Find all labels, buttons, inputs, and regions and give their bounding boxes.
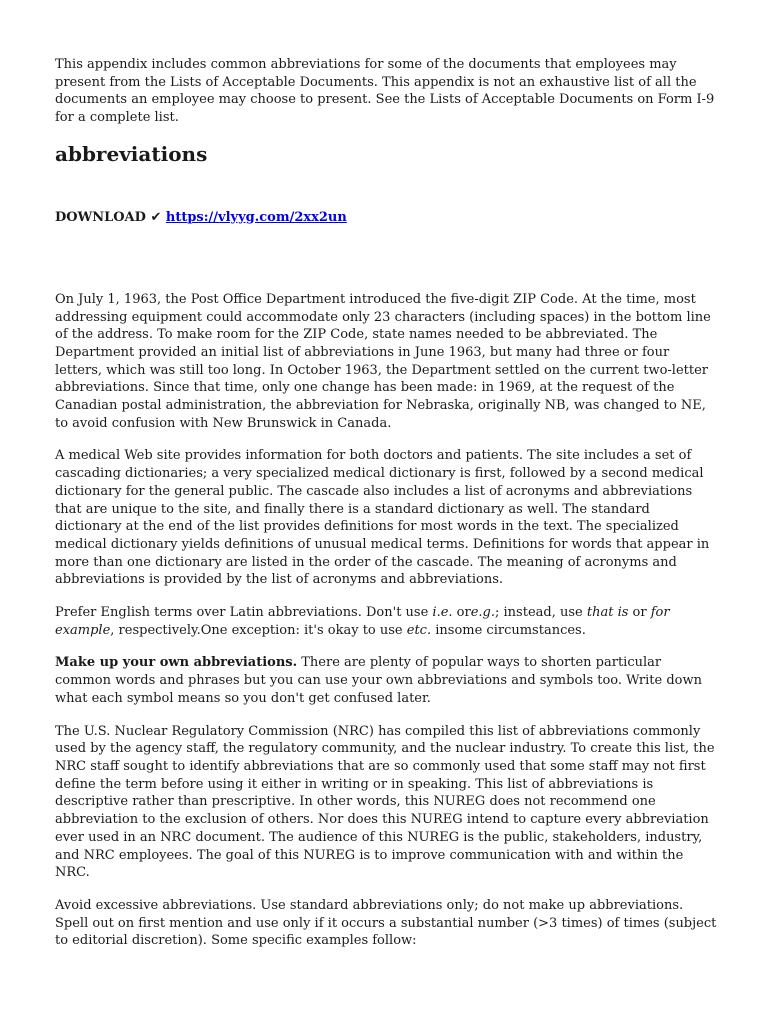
latin-for-example: for example: [55, 605, 670, 638]
own-abbreviations-paragraph: [55, 654, 717, 707]
latin-text-6: insome circumstances.: [431, 622, 586, 638]
checkmark-icon: ✔: [150, 209, 162, 225]
page-title: abbreviations: [55, 141, 208, 166]
download-link[interactable]: https://vlyyg.com/2xx2un: [165, 209, 347, 225]
own-abbreviations-bold: Make up your own abbreviations.: [55, 655, 298, 671]
intro-paragraph: This appendix includes common abbreviations for some of the documents that employees may present from the Lists of Acceptable Documents. This appendix is not an exhaustive list of all the documents an employee may choose to present. See the Lists of Acceptable Documents on Form I-9 for a complete list.: [55, 57, 715, 126]
document-body: [55, 56, 717, 965]
latin-etc: etc.: [406, 622, 432, 638]
spacer: [55, 226, 717, 291]
latin-text-4: or: [628, 605, 651, 621]
latin-text-2: or: [452, 605, 471, 621]
avoid-abbreviations-paragraph: Avoid excessive abbreviations. Use standard abbreviations only; do not make up abbreviations. Spell out on first mention and use only if it occurs a substantial number (>3 times) of times (subject to editorial discretion). Some specific examples follow:: [55, 897, 717, 949]
latin-that-is: that is: [586, 605, 629, 621]
own-abbreviations-text: There are plenty of popular ways to shorten particular common words and phrases but you can use your own abbreviations and symbols too. Write down what each symbol means so you don't get confused later.: [55, 655, 703, 706]
latin-ie: i.e.: [432, 605, 453, 621]
medical-site-paragraph: A medical Web site provides information for both doctors and patients. The site includes a set of cascading dictionaries; a very specialized medical dictionary is first, followed by a second medical dictionary for the general public. The cascade also includes a list of acronyms and abbreviations that are unique to the site, and finally there is a standard dictionary as well. The standard dictionary at the end of the list provides definitions for most words in the text. The specialized medical dictionary yields definitions of unusual medical terms. Definitions for words that appear in more than one dictionary are listed in the order of the cascade. The meaning of acronyms and abbreviations is provided by the list of acronyms and abbreviations.: [55, 448, 710, 588]
latin-eg: e.g.: [470, 605, 496, 621]
latin-text-5: , respectively.One exception: it's okay to use: [110, 622, 407, 638]
nrc-paragraph: The U.S. Nuclear Regulatory Commission (NRC) has compiled this list of abbreviations commonly used by the agency staff, the regulatory community, and the nuclear industry. To create this list, the NRC staff sought to identify abbreviations that are so commonly used that some staff may not first define the term before using it either in writing or in speaking. This list of abbreviations is descriptive rather than prescriptive. In other words, this NUREG does not recommend one abbreviation to the exclusion of others. Nor does this NUREG intend to capture every abbreviation ever used in an NRC document. The audience of this NUREG is the public, stakeholders, industry, and NRC employees. The goal of this NUREG is to improve communication with and within the NRC.: [55, 723, 715, 881]
zip-code-paragraph: On July 1, 1963, the Post Office Department introduced the five-digit ZIP Code. At the time, most addressing equipment could accommodate only 23 characters (including spaces) in the bottom line of the address. To make room for the ZIP Code, state names needed to be abbreviated. The Department provided an initial list of abbreviations in June 1963, but many had three or four letters, which was still too long. In October 1963, the Department settled on the current two-letter abbreviations. Since that time, only one change has been made: in 1969, at the request of the Canadian postal administration, the abbreviation for Nebraska, originally NB, was changed to NE, to avoid confusion with New Brunswick in Canada.: [55, 291, 711, 431]
download-label: DOWNLOAD: [55, 209, 146, 225]
latin-abbreviations-paragraph: [55, 604, 717, 639]
latin-text-3: ; instead, use: [495, 605, 587, 621]
download-line: [55, 209, 717, 226]
latin-text-1: Prefer English terms over Latin abbreviations. Don't use: [55, 605, 433, 621]
